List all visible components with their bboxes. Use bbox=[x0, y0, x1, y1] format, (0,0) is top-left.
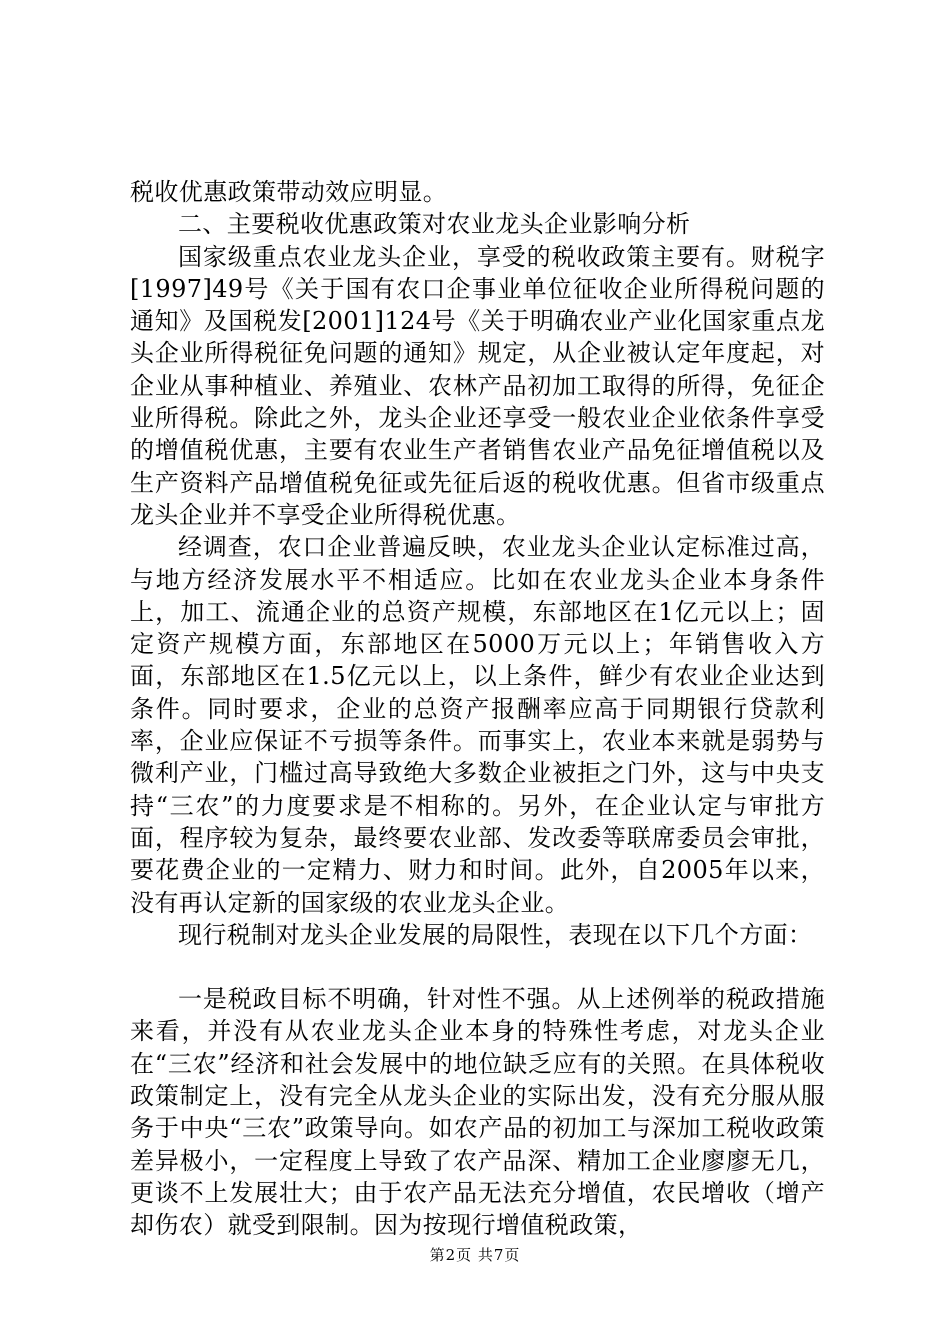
page-number-footer: 第2页 共7页 bbox=[429, 1246, 521, 1264]
paragraph-continuation: 税收优惠政策带动效应明显。 bbox=[130, 178, 448, 206]
section-heading: 二、主要税收优惠政策对农业龙头企业影响分析 bbox=[178, 210, 691, 239]
paragraph-limitations-intro: 现行税制对龙头企业发展的局限性，表现在以下几个方面： bbox=[178, 920, 813, 949]
paragraph-tax-policies: 国家级重点农业龙头企业，享受的税收政策主要有。财税字[1997]49号《关于国有农口企事业单位征收企业所得税问题的通知》及国税发[2001]124号《关于明确农业产业化国家重点龙头企业所得税征免问题的通知》规定，从企业被认定年度起，对企业从事种植业、养殖业、农林产品初加工取得的所得，免征企业所得税。除此之外，龙头企业还享受一般农业企业依条件享受的增值税优惠，主要有农业生产者销售农业产品免征增值税以及生产资料产品增值税免征或先征后返的税收优惠。但省市级重点龙头企业并不享受企业所得税优惠。 bbox=[130, 242, 825, 529]
paragraph-gap bbox=[130, 951, 825, 983]
document-body bbox=[130, 176, 825, 1242]
paragraph-survey: 经调查，农口企业普遍反映，农业龙头企业认定标准过高，与地方经济发展水平不相适应。比如在农业龙头企业本身条件上，加工、流通企业的总资产规模，东部地区在1亿元以上；固定资产规模方面，东部地区在5000万元以上；年销售收入方面，东部地区在1.5亿元以上，以上条件，鲜少有农业企业达到条件。同时要求，企业的总资产报酬率应高于同期银行贷款利率，企业应保证不亏损等条件。而事实上，农业本来就是弱势与微利产业，门槛过高导致绝大多数企业被拒之门外，这与中央支持“三农”的力度要求是不相称的。另外，在企业认定与审批方面，程序较为复杂，最终要农业部、发改委等联席委员会审批，要花费企业的一定精力、财力和时间。此外，自2005年以来，没有再认定新的国家级的农业龙头企业。 bbox=[130, 533, 825, 917]
paragraph-point-one: 一是税政目标不明确，针对性不强。从上述例举的税政措施来看，并没有从农业龙头企业本身的特殊性考虑，对龙头企业在“三农”经济和社会发展中的地位缺乏应有的关照。在具体税收政策制定上，没有完全从龙头企业的实际出发，没有充分服从服务于中央“三农”政策导向。如农产品的初加工与深加工税收政策差异极小，一定程度上导致了农产品深、精加工企业廖廖无几，更谈不上发展壮大；由于农产品无法充分增值，农民增收（增产却伤农）就受到限制。因为按现行增值税政策， bbox=[130, 985, 825, 1240]
